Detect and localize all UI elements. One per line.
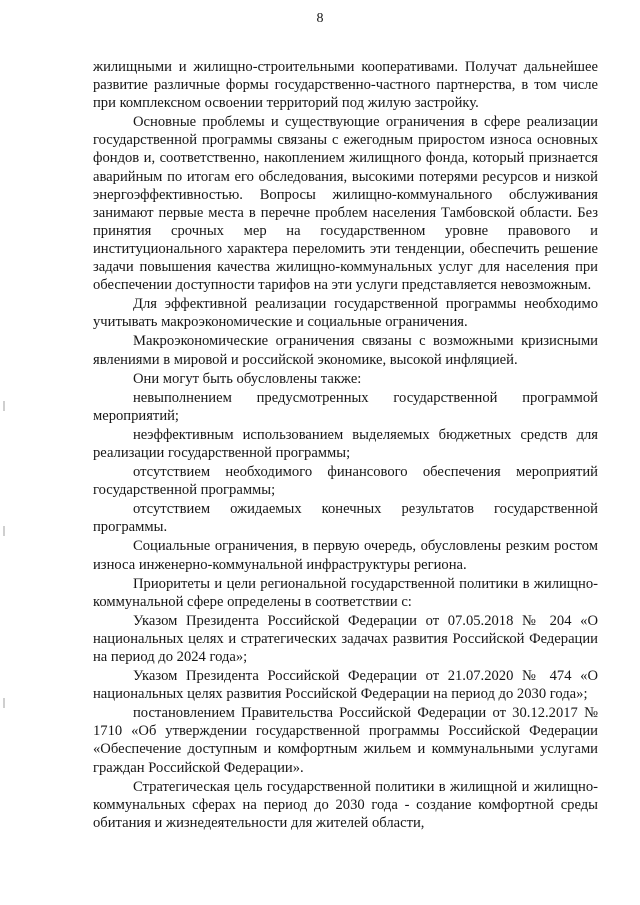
list-item-no-funding: отсутствием необходимого финансового обеспечения мероприятий государственной программы; [93,464,598,499]
paragraph-social: Социальные ограничения, в первую очередь, обусловлены резким ростом износа инженерно-коммунальной инфраструктуры региона. [93,538,598,573]
list-item-resolution-1710: постановлением Правительства Российской Федерации от 30.12.2017 № 1710 «Об утверждении государственной программы Российской Федерации «Обеспечение доступным и комфортным жильем и коммунальными услугами граждан Российской Федерации». [93,705,598,776]
paragraph-conditions-intro: Они могут быть обусловлены также: [133,370,362,387]
scan-margin-mark [3,526,5,536]
paragraph-cooperatives: жилищными и жилищно-строительными кооперативами. Получат дальнейшее развитие различные формы государственно-частного партнерства, в том числе при комплексном освоении территорий под жилую застройку. [93,59,598,112]
page-number: 8 [316,11,324,26]
paragraph-strategic-goal: Стратегическая цель государственной политики в жилищной и жилищно-коммунальных сферах на период до 2030 года - создание комфортной среды обитания и жизнедеятельности для жителей области, [93,778,598,831]
paragraph-priorities: Приоритеты и цели региональной государственной политики в жилищно-коммунальной сфере определены в соответствии с: [93,575,598,610]
list-item-nonfulfillment: невыполнением предусмотренных государственной программой мероприятий; [93,389,598,424]
list-item-decree-474: Указом Президента Российской Федерации от 21.07.2020 № 474 «О национальных целях развития Российской Федерации на период до 2030 года»; [93,668,598,703]
paragraph-limitations-intro: Для эффективной реализации государственной программы необходимо учитывать макроэкономические и социальные ограничения. [93,296,598,331]
paragraph-macroeconomic: Макроэкономические ограничения связаны с возможными кризисными явлениями в мировой и российской экономике, высокой инфляцией. [93,333,598,368]
scan-margin-mark [3,698,5,708]
list-item-decree-204: Указом Президента Российской Федерации от 07.05.2018 № 204 «О национальных целях и стратегических задачах развития Российской Федерации на период до 2024 года»; [93,612,598,665]
paragraph-main-problems: Основные проблемы и существующие ограничения в сфере реализации государственной программы связаны с ежегодным приростом износа основных фондов и, соответственно, накоплением жилищного фонда, который признается аварийным по итогам его обследования, высокими потерями ресурсов и низкой энергоэффективностью. Вопросы жилищно-коммунального обслуживания занимают первые места в перечне проблем населения Тамбовской области. Без принятия срочных мер на государственном уровне правового и институционального характера переломить эти тенденции, обеспечить решение задачи повышения качества жилищно-коммунальных услуг для населения при обеспечении доступности тарифов на эти услуги представляется невозможным. [93,114,598,294]
document-body [93,58,598,832]
list-item-no-results: отсутствием ожидаемых конечных результатов государственной программы. [93,501,598,536]
list-item-inefficient-use: неэффективным использованием выделяемых бюджетных средств для реализации государственной программы; [93,426,598,461]
scan-margin-mark [3,401,5,411]
